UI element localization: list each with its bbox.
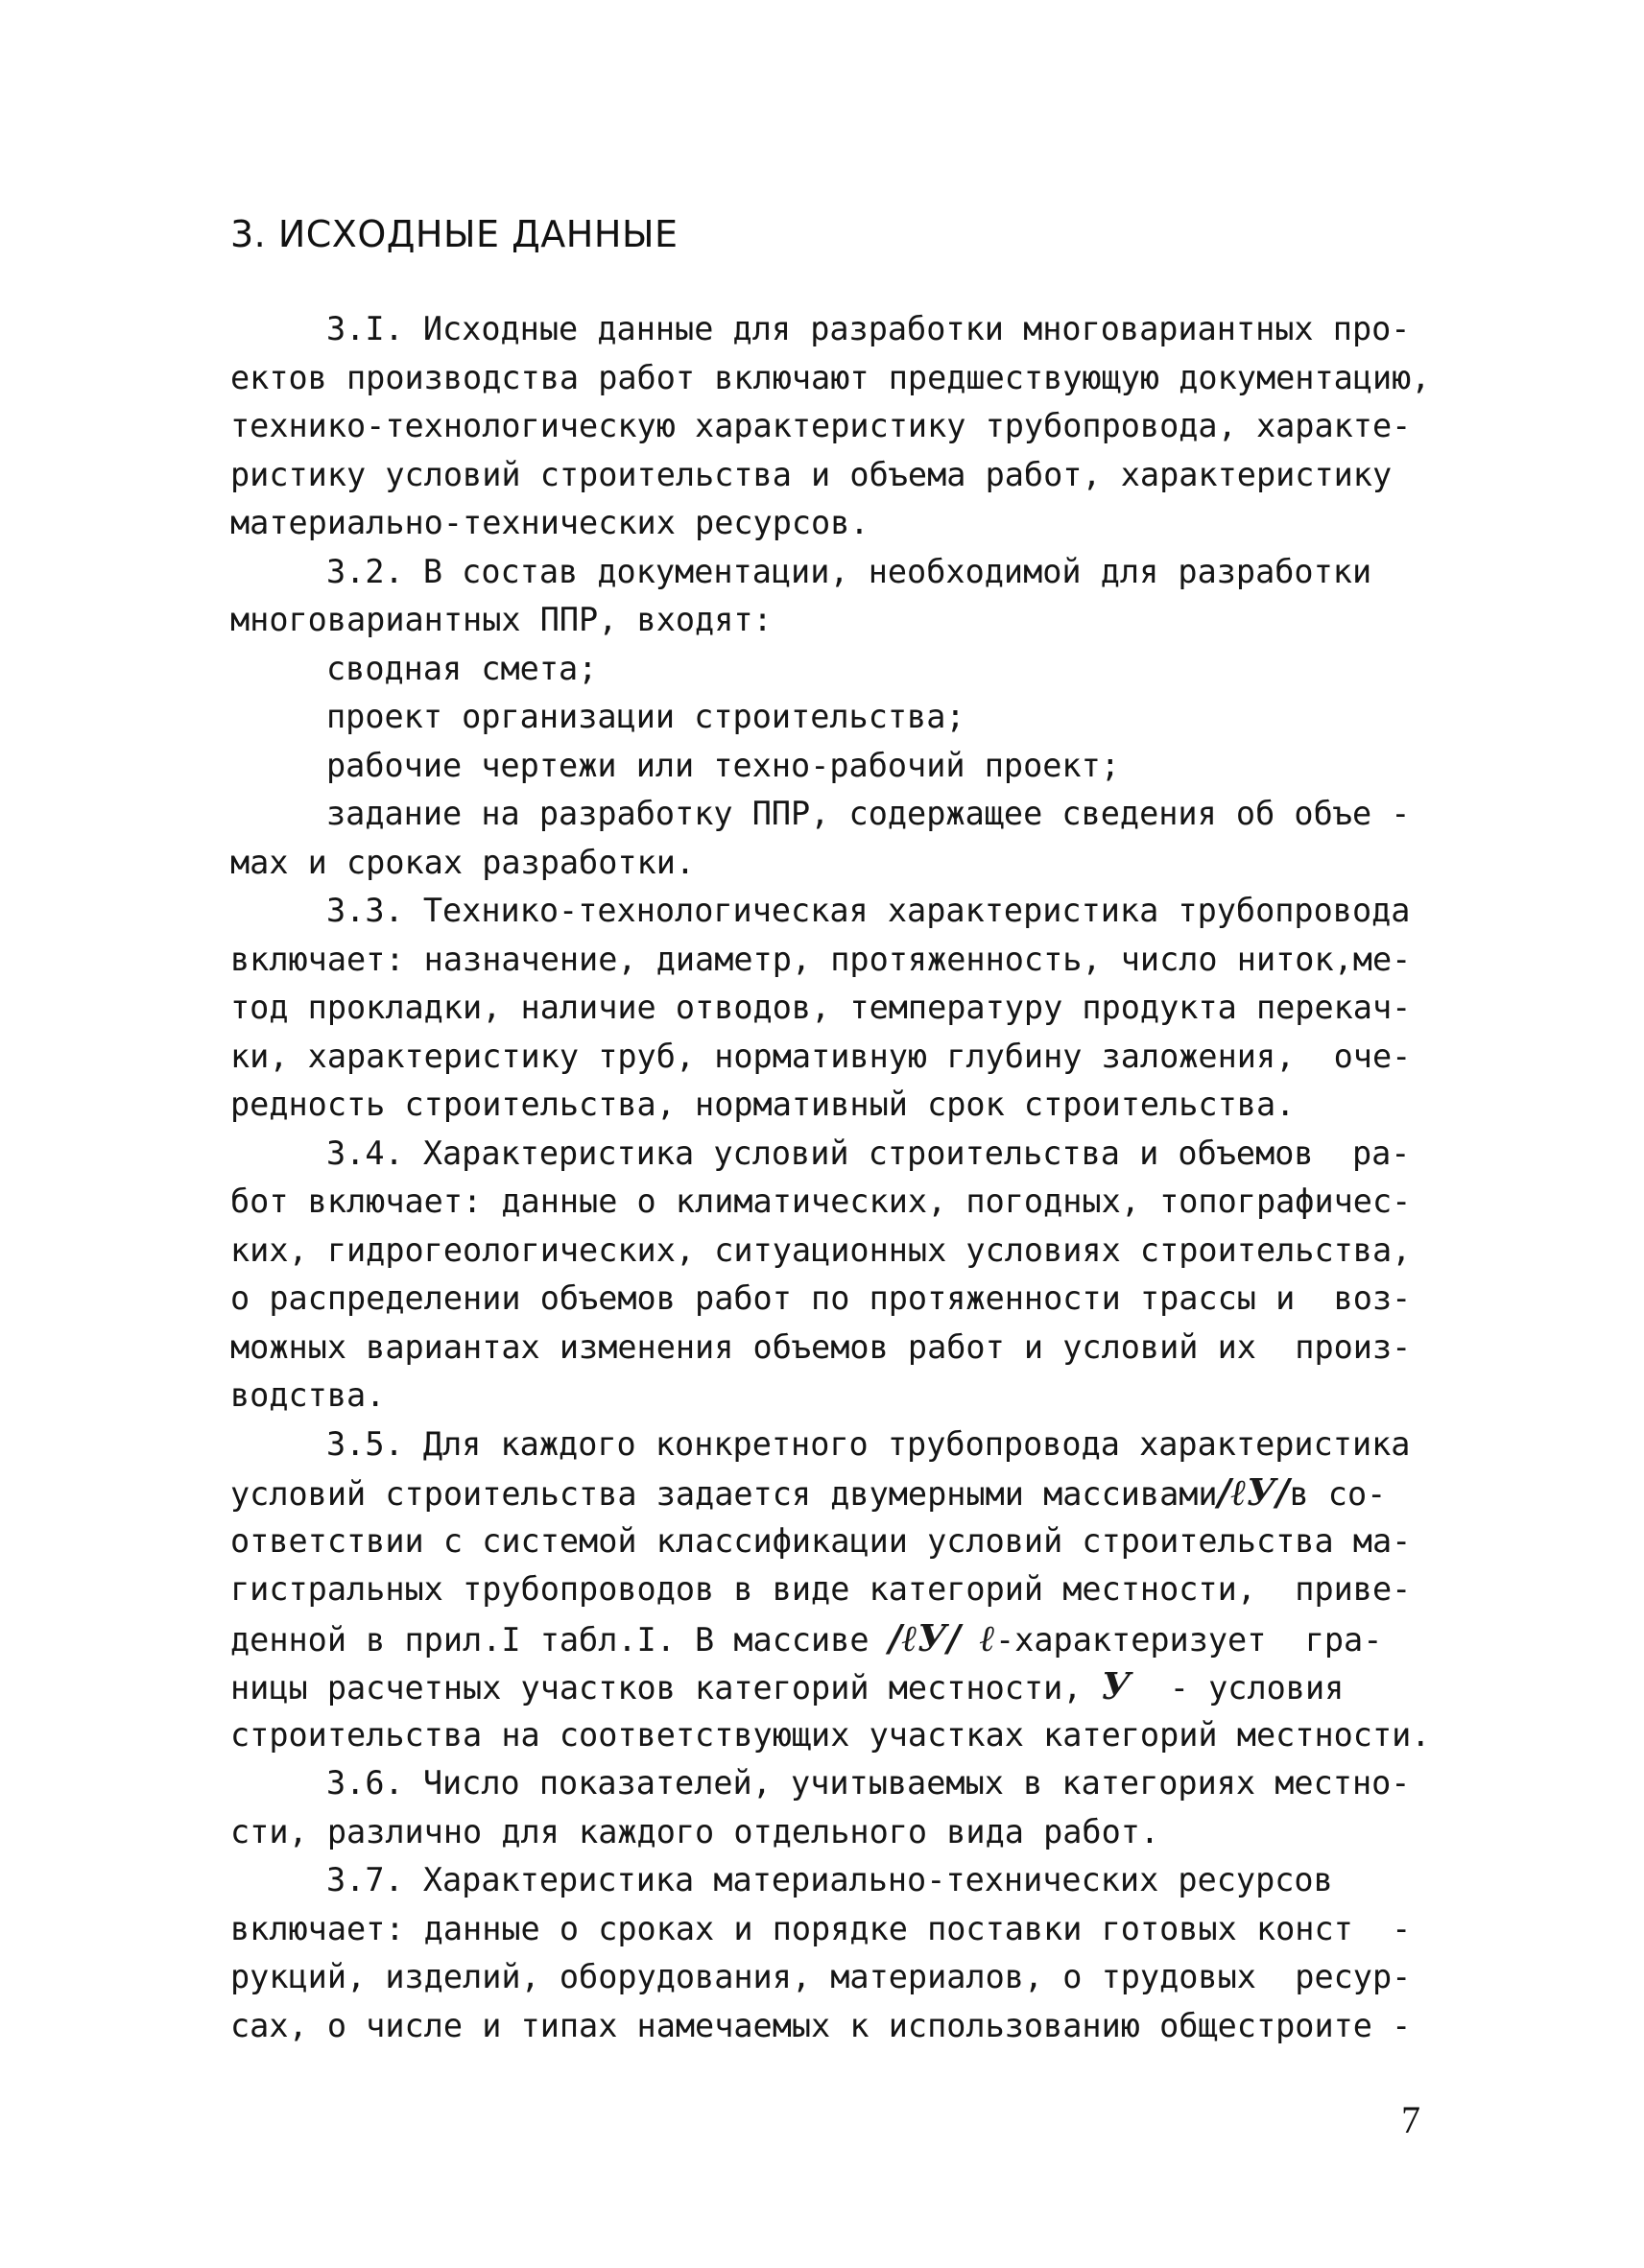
text-line: можных вариантах изменения объемов работ и условий их произ-	[230, 1327, 1412, 1366]
text-line: 3.5. Для каждого конкретного трубопровода характеристика	[326, 1424, 1411, 1463]
handwritten-symbol: /ℓУ/	[888, 1615, 961, 1659]
page-number: 7	[1401, 2098, 1420, 2141]
text-line: сти, различно для каждого отдельного вида работ.	[230, 1812, 1160, 1850]
text-line	[230, 1662, 1440, 1711]
text-line: водства.	[230, 1376, 386, 1414]
text-line: ких, гидрогеологических, ситуационных условиях строительства,	[230, 1230, 1412, 1269]
text-line: ектов производства работ включают предшествующую документацию,	[230, 358, 1431, 396]
text-line: тод прокладки, наличие отводов, температуру продукта перекач-	[230, 989, 1412, 1026]
text-line: 3.6. Число показателей, учитываемых в категориях местно-	[326, 1764, 1411, 1802]
text-line: гистральных трубопроводов в виде категорий местности, приве-	[230, 1570, 1412, 1608]
text-line: редность строительства, нормативный срок строительства.	[230, 1086, 1296, 1123]
text-line: о распределении объемов работ по протяженности трассы и воз-	[230, 1279, 1412, 1317]
text-line: ответствии с системой классификации условий строительства ма-	[230, 1521, 1412, 1560]
text-line: материально-технических ресурсов.	[230, 504, 870, 541]
text-line: 3.3. Технико-технологическая характеристика трубопровода	[326, 892, 1411, 929]
text-line: бот включает: данные о климатических, погодных, топографичес-	[230, 1182, 1412, 1220]
text-line: 3.4. Характеристика условий строительства и объемов ра-	[326, 1134, 1411, 1172]
text-segment: денной в прил.I табл.I. В массиве	[230, 1620, 889, 1659]
text-line: сводная смета;	[326, 649, 598, 687]
section-body	[230, 305, 1440, 2050]
text-line: включает: данные о сроках и порядке поставки готовых конст -	[230, 1909, 1412, 1947]
section-heading: 3. ИСХОДНЫЕ ДАННЫЕ	[230, 213, 679, 255]
text-line: мах и сроках разработки.	[230, 843, 696, 881]
text-line	[230, 1614, 1440, 1663]
text-line: рабочие чертежи или техно-рабочий проект;	[326, 746, 1120, 784]
text-line	[230, 1468, 1440, 1517]
handwritten-symbol: ℓ	[979, 1615, 996, 1659]
text-line: задание на разработку ППР, содержащее сведения об объе -	[326, 795, 1411, 832]
text-line: ки, характеристику труб, нормативную глубину заложения, оче-	[230, 1037, 1412, 1075]
text-line: строительства на соответствующих участках категорий местности.	[230, 1715, 1431, 1754]
text-line: ристику условий строительства и объема работ, характеристику	[230, 455, 1393, 493]
text-segment: - условия	[1131, 1669, 1345, 1707]
handwritten-symbol: /ℓУ/	[1217, 1470, 1290, 1514]
text-segment: ницы расчетных участков категорий местности,	[230, 1669, 1102, 1707]
text-line: включает: назначение, диаметр, протяженность, число ниток,ме-	[230, 940, 1412, 978]
text-line: проект организации строительства;	[326, 698, 965, 735]
text-line: 3.2. В состав документации, необходимой для разработки	[326, 552, 1372, 590]
text-segment: в со-	[1289, 1475, 1387, 1513]
text-line: многовариантных ППР, входят:	[230, 601, 773, 638]
text-line: 3.I. Исходные данные для разработки многовариантных про-	[326, 310, 1411, 347]
text-line: рукций, изделий, оборудования, материалов, о трудовых ресур-	[230, 1958, 1412, 1995]
handwritten-symbol: У	[1101, 1664, 1132, 1707]
text-segment: -характеризует гра-	[995, 1620, 1383, 1659]
text-line: сах, о числе и типах намечаемых к использованию общестроите -	[230, 2006, 1412, 2044]
text-line: 3.7. Характеристика материально-технических ресурсов	[326, 1861, 1333, 1898]
text-line: технико-технологическую характеристику трубопровода, характе-	[230, 407, 1412, 444]
text-segment: условий строительства задается двумерными массивами	[230, 1475, 1218, 1513]
text-segment	[961, 1621, 980, 1659]
